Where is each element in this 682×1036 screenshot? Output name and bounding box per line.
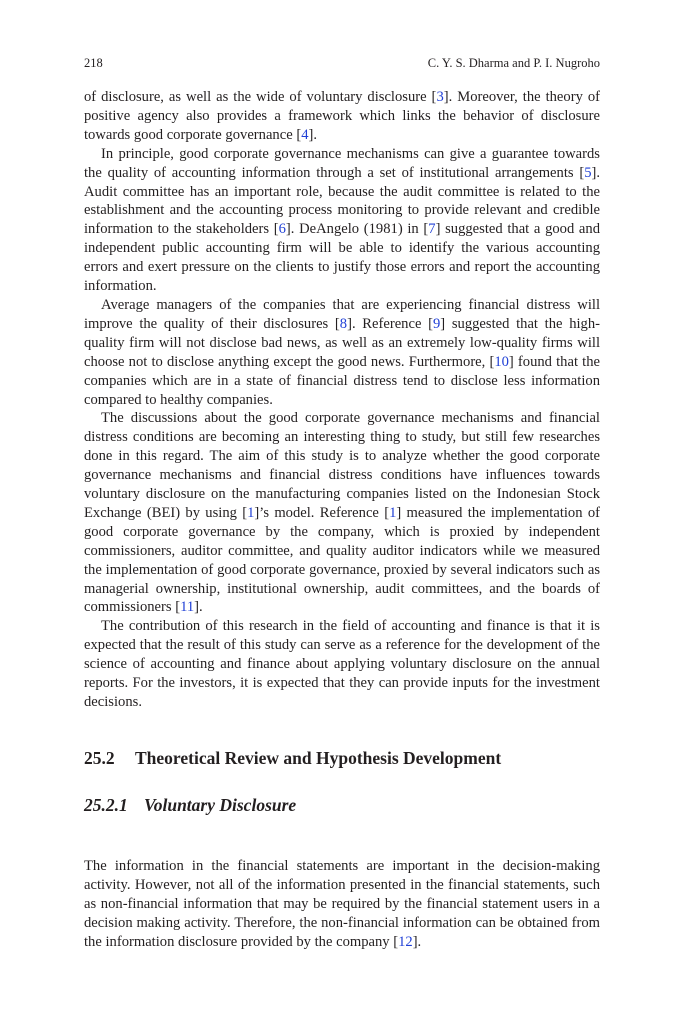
citation-link[interactable]: 7 — [428, 221, 436, 238]
subsection-number: 25.2.1 — [84, 795, 128, 815]
body-paragraph: Average managers of the companies that are experiencing financial distress will improve the quality of their disclosures [8]. Reference [9] suggested that the high-quality firm will not disclose bad news, as well as an extremely low-quality firms will choose not to disclose anything except the good news. Furthermore, [10] found that the companies which are in a state of financial distress tend to disclose less information compared to healthy companies. — [84, 296, 600, 408]
body-paragraph: In principle, good corporate governance mechanisms can give a guarantee towards the quality of accounting information through a set of institutional arrangements [5]. Audit committee has an important role, because the audit committee is related to the establishment and the accounting process monitoring to provide relevant and credible information to the stakeholders [6]. DeAngelo (1981) in [7] suggested that a good and independent public accounting firm will be able to identify the various accounting errors and exert pressure on the clients to justify those errors and report the accounting information. — [84, 145, 601, 295]
citation-link[interactable]: 12 — [398, 933, 413, 950]
running-header — [84, 55, 600, 71]
section-number: 25.2 — [84, 748, 115, 768]
citation-link[interactable]: 4 — [301, 126, 309, 143]
citation-link[interactable]: 6 — [278, 221, 286, 238]
page-number: 218 — [84, 56, 103, 70]
body-paragraph: The information in the financial statements are important in the decision-making activity. However, not all of the information presented in the financial statements, such as non-financial information that may be required by the financial statement users in a decision making activity. Therefore, the non-financial information can be obtained from the information disclosure provided by the company [12]. — [84, 858, 600, 950]
subsection-heading — [84, 794, 296, 816]
intro-body — [84, 88, 600, 712]
citation-link[interactable]: 8 — [339, 315, 348, 332]
running-authors: C. Y. S. Dharma and P. I. Nugroho — [427, 56, 600, 70]
section-heading — [84, 747, 501, 769]
subsection-title: Voluntary Disclosure — [144, 795, 297, 815]
subsection-body — [84, 857, 600, 952]
body-paragraph: The discussions about the good corporate governance mechanisms and financial distress conditions are becoming an interesting thing to study, but still few researches done in this regard. The aim of this study is to analyze whether the good corporate governance mechanisms and financial distress conditions have influences towards voluntary disclosure on the manufacturing companies listed on the Indonesian Stock Exchange (BEI) by using [1]’s model. Reference [1] measured the implementation of good corporate governance by the company, which is proxied by independent commissioners, auditor committee, and quality auditor indicators while we measured the implementation of good corporate governance, proxied by several indicators such as managerial ownership, institutional ownership, audit committees, and the boards of commissioners [11]. — [84, 410, 600, 616]
body-paragraph: of disclosure, as well as the wide of voluntary disclosure [3]. Moreover, the theory of positive agency also provides a framework which links the behavior of disclosure towards good corporate governance [4]. — [84, 89, 600, 143]
section-title: Theoretical Review and Hypothesis Development — [135, 748, 502, 768]
citation-link[interactable]: 1 — [389, 504, 397, 521]
citation-link[interactable]: 1 — [247, 504, 255, 521]
citation-link[interactable]: 11 — [180, 599, 195, 616]
citation-link[interactable]: 10 — [494, 353, 509, 370]
citation-link[interactable]: 5 — [584, 164, 592, 181]
body-paragraph: The contribution of this research in the field of accounting and finance is that it is expected that the result of this study can serve as a reference for the development of the science of accounting and finance about applying voluntary disclosure on the annual reports. For the investors, it is expected that they can provide inputs for the investment decisions. — [84, 618, 600, 710]
citation-link[interactable]: 3 — [436, 89, 444, 105]
citation-link[interactable]: 9 — [432, 315, 441, 332]
